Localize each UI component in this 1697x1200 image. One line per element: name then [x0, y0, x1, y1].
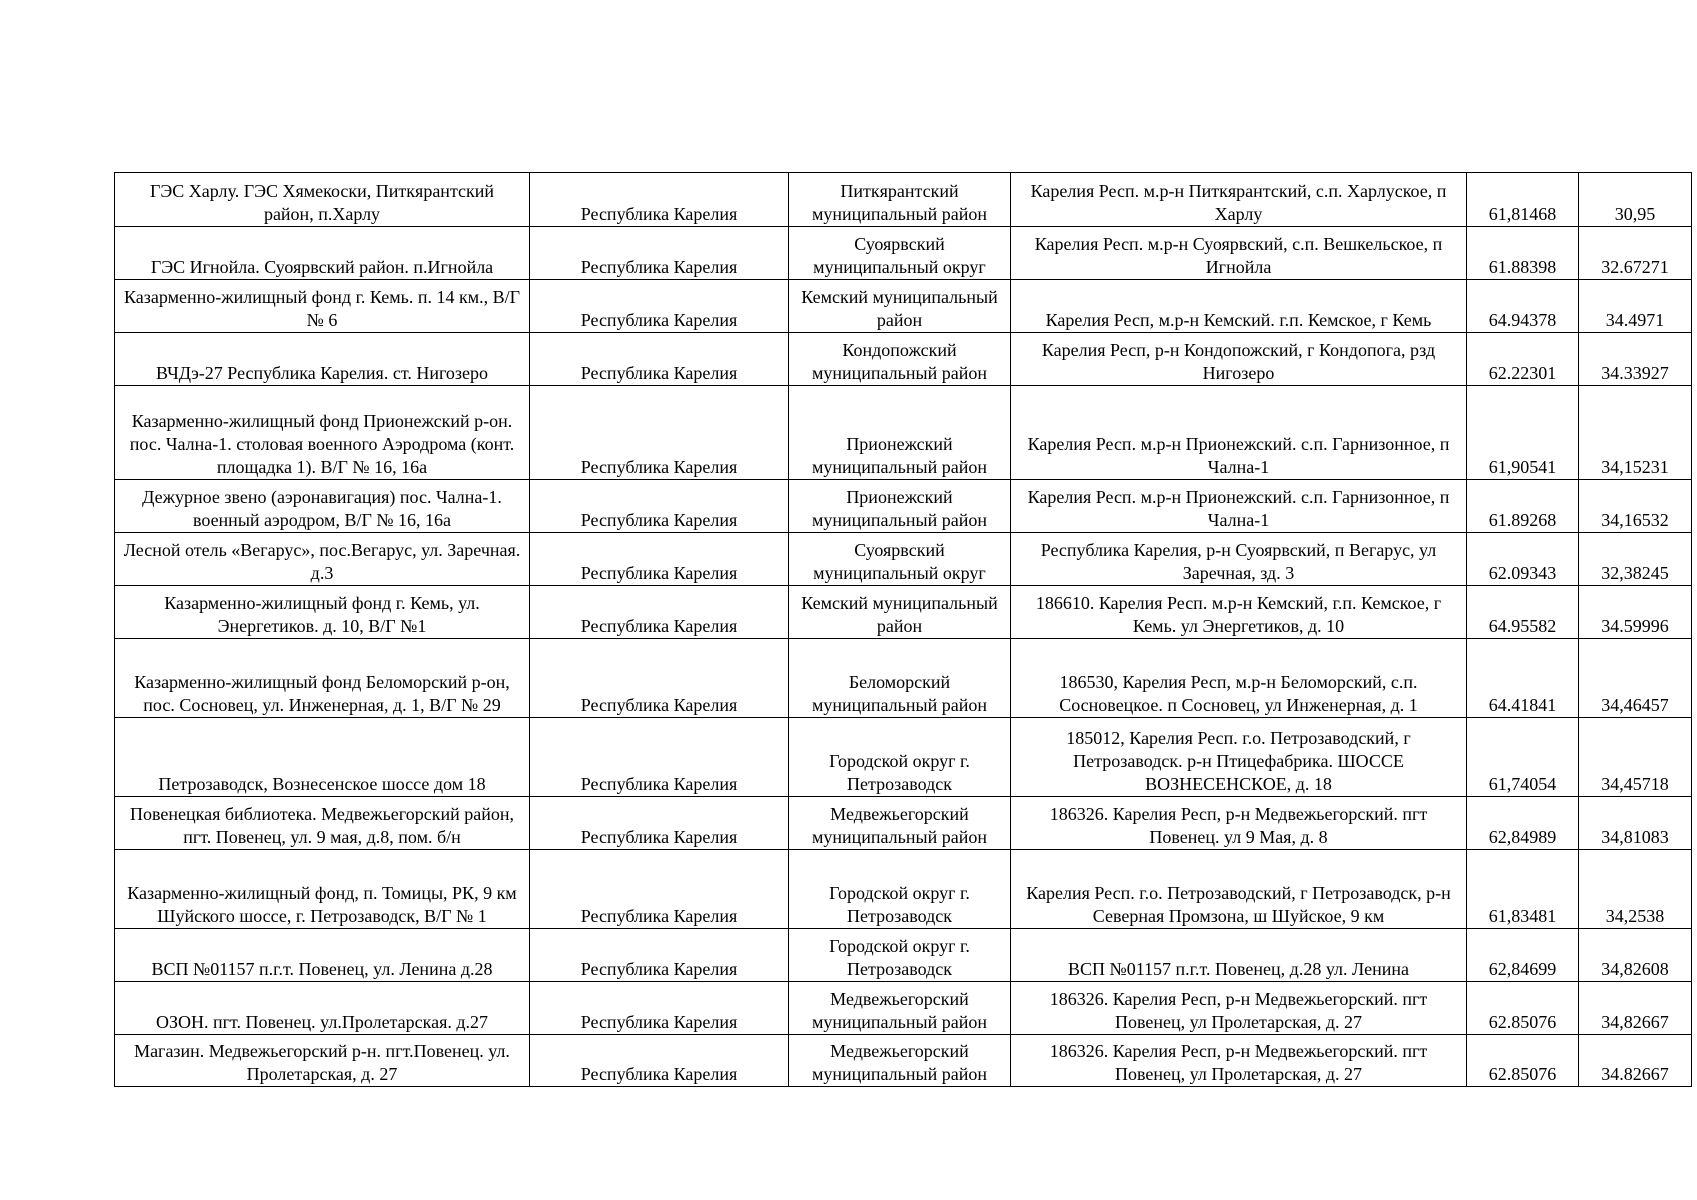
region-cell: Республика Карелия: [530, 480, 789, 533]
table-row: [115, 586, 1692, 639]
address-cell: Карелия Респ. м.р-н Прионежский. с.п. Гарнизонное, п Чална-1: [1011, 386, 1467, 480]
region-cell: Республика Карелия: [530, 982, 789, 1035]
region-cell: Республика Карелия: [530, 586, 789, 639]
object-name-cell: ВЧДэ-27 Республика Карелия. ст. Нигозеро: [115, 333, 530, 386]
object-name-cell: Казарменно-жилищный фонд г. Кемь. п. 14 км., В/Г № 6: [115, 280, 530, 333]
district-cell: Городской округ г. Петрозаводск: [789, 929, 1011, 982]
longitude-cell: 34.4971: [1579, 280, 1692, 333]
latitude-cell: 61,90541: [1467, 386, 1579, 480]
longitude-cell: 30,95: [1579, 173, 1692, 227]
region-cell: Республика Карелия: [530, 718, 789, 797]
table-row: [115, 1035, 1692, 1087]
longitude-cell: 34,15231: [1579, 386, 1692, 480]
latitude-cell: 61,81468: [1467, 173, 1579, 227]
region-cell: Республика Карелия: [530, 227, 789, 280]
table-row: [115, 480, 1692, 533]
region-cell: Республика Карелия: [530, 797, 789, 850]
latitude-cell: 62,84699: [1467, 929, 1579, 982]
object-name-cell: Казарменно-жилищный фонд Беломорский р-он, пос. Сосновец, ул. Инженерная, д. 1, В/Г № 29: [115, 639, 530, 718]
longitude-cell: 34,2538: [1579, 850, 1692, 929]
address-cell: 186530, Карелия Респ, м.р-н Беломорский, с.п. Сосновецкое. п Сосновец, ул Инженерная, д. 1: [1011, 639, 1467, 718]
address-cell: Республика Карелия, р-н Суоярвский, п Вегарус, ул Заречная, зд. 3: [1011, 533, 1467, 586]
object-name-cell: Казарменно-жилищный фонд, п. Томицы, РК, 9 км Шуйского шоссе, г. Петрозаводск, В/Г № 1: [115, 850, 530, 929]
address-cell: Карелия Респ. м.р-н Прионежский. с.п. Гарнизонное, п Чална-1: [1011, 480, 1467, 533]
region-cell: Республика Карелия: [530, 386, 789, 480]
region-cell: Республика Карелия: [530, 850, 789, 929]
region-cell: Республика Карелия: [530, 1035, 789, 1087]
district-cell: Кондопожский муниципальный район: [789, 333, 1011, 386]
district-cell: Суоярвский муниципальный округ: [789, 227, 1011, 280]
longitude-cell: 34.33927: [1579, 333, 1692, 386]
longitude-cell: 34,82608: [1579, 929, 1692, 982]
latitude-cell: 62.09343: [1467, 533, 1579, 586]
table-row: [115, 386, 1692, 480]
longitude-cell: 34.59996: [1579, 586, 1692, 639]
longitude-cell: 34,46457: [1579, 639, 1692, 718]
object-name-cell: ВСП №01157 п.г.т. Повенец, ул. Ленина д.28: [115, 929, 530, 982]
table-row: [115, 333, 1692, 386]
object-name-cell: ГЭС Игнойла. Суоярвский район. п.Игнойла: [115, 227, 530, 280]
district-cell: Медвежьегорский муниципальный район: [789, 982, 1011, 1035]
latitude-cell: 61.88398: [1467, 227, 1579, 280]
longitude-cell: 34,81083: [1579, 797, 1692, 850]
address-cell: Карелия Респ. м.р-н Суоярвский, с.п. Вешкельское, п Игнойла: [1011, 227, 1467, 280]
address-cell: 186326. Карелия Респ, р-н Медвежьегорский. пгт Повенец. ул 9 Мая, д. 8: [1011, 797, 1467, 850]
region-cell: Республика Карелия: [530, 929, 789, 982]
table-row: [115, 227, 1692, 280]
table-row: [115, 929, 1692, 982]
object-name-cell: Казарменно-жилищный фонд г. Кемь, ул. Энергетиков. д. 10, В/Г №1: [115, 586, 530, 639]
address-cell: Карелия Респ. г.о. Петрозаводский, г Петрозаводск, р-н Северная Промзона, ш Шуйское, 9 км: [1011, 850, 1467, 929]
table-row: [115, 797, 1692, 850]
table-row: [115, 173, 1692, 227]
address-cell: Карелия Респ, р-н Кондопожский, г Кондопога, рзд Нигозеро: [1011, 333, 1467, 386]
latitude-cell: 61,74054: [1467, 718, 1579, 797]
region-cell: Республика Карелия: [530, 280, 789, 333]
latitude-cell: 64.41841: [1467, 639, 1579, 718]
object-name-cell: ОЗОН. пгт. Повенец. ул.Пролетарская. д.27: [115, 982, 530, 1035]
table-row: [115, 718, 1692, 797]
region-cell: Республика Карелия: [530, 639, 789, 718]
longitude-cell: 34,82667: [1579, 982, 1692, 1035]
address-cell: 186610. Карелия Респ. м.р-н Кемский, г.п. Кемское, г Кемь. ул Энергетиков, д. 10: [1011, 586, 1467, 639]
region-cell: Республика Карелия: [530, 533, 789, 586]
latitude-cell: 62.22301: [1467, 333, 1579, 386]
address-cell: ВСП №01157 п.г.т. Повенец, д.28 ул. Ленина: [1011, 929, 1467, 982]
district-cell: Питкярантский муниципальный район: [789, 173, 1011, 227]
object-name-cell: Петрозаводск, Вознесенское шоссе дом 18: [115, 718, 530, 797]
latitude-cell: 61,83481: [1467, 850, 1579, 929]
object-name-cell: Повенецкая библиотека. Медвежьегорский район, пгт. Повенец, ул. 9 мая, д.8, пом. б/н: [115, 797, 530, 850]
district-cell: Суоярвский муниципальный округ: [789, 533, 1011, 586]
district-cell: Медвежьегорский муниципальный район: [789, 797, 1011, 850]
district-cell: Медвежьегорский муниципальный район: [789, 1035, 1011, 1087]
longitude-cell: 34,16532: [1579, 480, 1692, 533]
address-cell: 186326. Карелия Респ, р-н Медвежьегорский. пгт Повенец, ул Пролетарская, д. 27: [1011, 982, 1467, 1035]
longitude-cell: 32,38245: [1579, 533, 1692, 586]
latitude-cell: 62.85076: [1467, 1035, 1579, 1087]
table-row: [115, 982, 1692, 1035]
latitude-cell: 61.89268: [1467, 480, 1579, 533]
latitude-cell: 62,84989: [1467, 797, 1579, 850]
table-row: [115, 850, 1692, 929]
latitude-cell: 62.85076: [1467, 982, 1579, 1035]
latitude-cell: 64.95582: [1467, 586, 1579, 639]
address-cell: 186326. Карелия Респ, р-н Медвежьегорский. пгт Повенец, ул Пролетарская, д. 27: [1011, 1035, 1467, 1087]
region-cell: Республика Карелия: [530, 333, 789, 386]
district-cell: Прионежский муниципальный район: [789, 386, 1011, 480]
longitude-cell: 32.67271: [1579, 227, 1692, 280]
object-name-cell: Казарменно-жилищный фонд Прионежский р-он. пос. Чална-1. столовая военного Аэродрома (конт. площадка 1). В/Г № 16, 16а: [115, 386, 530, 480]
address-cell: Карелия Респ, м.р-н Кемский. г.п. Кемское, г Кемь: [1011, 280, 1467, 333]
longitude-cell: 34.82667: [1579, 1035, 1692, 1087]
table-row: [115, 280, 1692, 333]
latitude-cell: 64.94378: [1467, 280, 1579, 333]
district-cell: Кемский муниципальный район: [789, 280, 1011, 333]
object-name-cell: Магазин. Медвежьегорский р-н. пгт.Повенец. ул. Пролетарская, д. 27: [115, 1035, 530, 1087]
region-cell: Республика Карелия: [530, 173, 789, 227]
district-cell: Городской округ г. Петрозаводск: [789, 850, 1011, 929]
district-cell: Беломорский муниципальный район: [789, 639, 1011, 718]
address-cell: Карелия Респ. м.р-н Питкярантский, с.п. Харлуское, п Харлу: [1011, 173, 1467, 227]
address-cell: 185012, Карелия Респ. г.о. Петрозаводский, г Петрозаводск. р-н Птицефабрика. ШОССЕ ВОЗНЕСЕНСКОЕ, д. 18: [1011, 718, 1467, 797]
object-name-cell: ГЭС Харлу. ГЭС Хямекоски, Питкярантский район, п.Харлу: [115, 173, 530, 227]
longitude-cell: 34,45718: [1579, 718, 1692, 797]
district-cell: Городской округ г. Петрозаводск: [789, 718, 1011, 797]
district-cell: Кемский муниципальный район: [789, 586, 1011, 639]
table-row: [115, 639, 1692, 718]
object-name-cell: Дежурное звено (аэронавигация) пос. Чална-1. военный аэродром, В/Г № 16, 16а: [115, 480, 530, 533]
object-table: [114, 172, 1692, 1087]
table-row: [115, 533, 1692, 586]
object-table-body: [115, 173, 1692, 1087]
district-cell: Прионежский муниципальный район: [789, 480, 1011, 533]
object-name-cell: Лесной отель «Вегарус», пос.Вегарус, ул. Заречная. д.3: [115, 533, 530, 586]
